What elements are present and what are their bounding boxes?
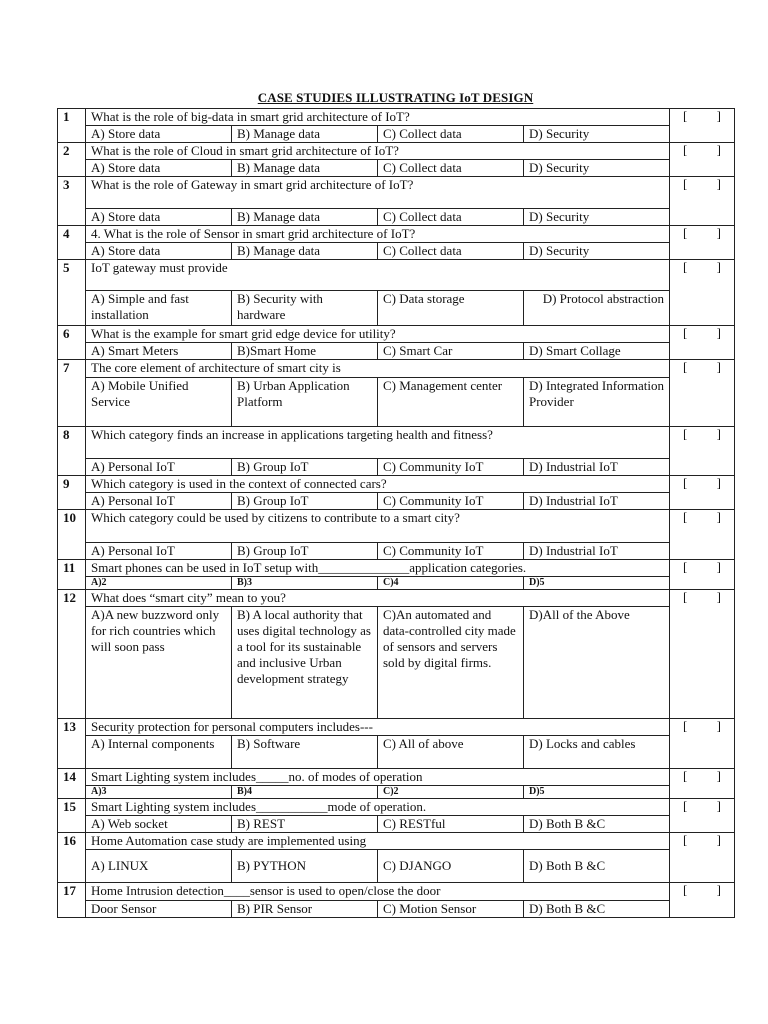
answer-bracket (675, 883, 729, 897)
question-text: What does “smart city” mean to you? (86, 590, 670, 607)
option-c[interactable]: C) Management center (378, 378, 524, 427)
option-a[interactable]: A)3 (86, 786, 232, 799)
quiz-table (57, 108, 735, 918)
bracket-open: [ (683, 176, 688, 191)
question-row (58, 260, 735, 291)
question-number: 17 (58, 883, 86, 918)
question-number: 14 (58, 769, 86, 799)
bracket-close: ] (716, 768, 721, 783)
question-row (58, 590, 735, 607)
bracket-open: [ (683, 589, 688, 604)
question-text: The core element of architecture of smart city is (86, 360, 670, 378)
answer-bracket (675, 590, 729, 604)
question-number: 1 (58, 109, 86, 143)
answer-box[interactable] (670, 510, 735, 560)
option-c[interactable]: C) Collect data (378, 160, 524, 177)
bracket-close: ] (716, 559, 721, 574)
answer-box[interactable] (670, 560, 735, 590)
option-c[interactable]: C)4 (378, 577, 524, 590)
question-row (58, 799, 735, 816)
answer-box[interactable] (670, 326, 735, 360)
question-text: What is the role of Gateway in smart grid architecture of IoT? (86, 177, 670, 209)
question-row (58, 226, 735, 243)
question-text: What is the example for smart grid edge device for utility? (86, 326, 670, 343)
bracket-close: ] (716, 589, 721, 604)
option-b[interactable]: B) Manage data (232, 160, 378, 177)
option-d[interactable]: D)5 (524, 786, 670, 799)
option-b[interactable]: B) Software (232, 736, 378, 769)
option-a[interactable]: A) Mobile Unified Service (86, 378, 232, 427)
option-b[interactable]: B)4 (232, 786, 378, 799)
question-number: 7 (58, 360, 86, 427)
option-d[interactable]: D) Industrial IoT (524, 493, 670, 510)
bracket-open: [ (683, 475, 688, 490)
option-b[interactable]: B) REST (232, 816, 378, 833)
answer-box[interactable] (670, 360, 735, 427)
question-text: What is the role of big-data in smart grid architecture of IoT? (86, 109, 670, 126)
answer-box[interactable] (670, 833, 735, 883)
answer-bracket (675, 326, 729, 340)
bracket-open: [ (683, 325, 688, 340)
question-text: 4. What is the role of Sensor in smart grid architecture of IoT? (86, 226, 670, 243)
options-row (58, 736, 735, 769)
answer-box[interactable] (670, 260, 735, 326)
options-row (58, 786, 735, 799)
answer-box[interactable] (670, 769, 735, 799)
options-row (58, 850, 735, 883)
options-row (58, 543, 735, 560)
options-row (58, 291, 735, 326)
option-d[interactable]: D)5 (524, 577, 670, 590)
question-number: 11 (58, 560, 86, 590)
options-row (58, 901, 735, 918)
option-c[interactable]: C) Collect data (378, 243, 524, 260)
answer-bracket (675, 260, 729, 274)
option-c[interactable]: C) Data storage (378, 291, 524, 326)
question-text: IoT gateway must provide (86, 260, 670, 291)
question-number: 8 (58, 427, 86, 476)
answer-bracket (675, 510, 729, 524)
bracket-close: ] (716, 259, 721, 274)
answer-bracket (675, 719, 729, 733)
option-d[interactable]: D) Smart Collage (524, 343, 670, 360)
option-a[interactable]: A) Smart Meters (86, 343, 232, 360)
question-row (58, 769, 735, 786)
options-row (58, 243, 735, 260)
bracket-close: ] (716, 475, 721, 490)
bracket-close: ] (716, 798, 721, 813)
option-c[interactable]: C) Smart Car (378, 343, 524, 360)
question-row (58, 476, 735, 493)
option-c[interactable]: C) DJANGO (378, 850, 524, 883)
option-b[interactable]: B) Group IoT (232, 459, 378, 476)
answer-box[interactable] (670, 226, 735, 260)
question-number: 15 (58, 799, 86, 833)
question-number: 4 (58, 226, 86, 260)
options-row (58, 343, 735, 360)
question-row (58, 177, 735, 209)
option-a[interactable]: A) Web socket (86, 816, 232, 833)
options-row (58, 126, 735, 143)
option-d[interactable]: D) Both B &C (524, 850, 670, 883)
question-number: 3 (58, 177, 86, 226)
question-row (58, 833, 735, 850)
question-text: Home Automation case study are implemented using (86, 833, 670, 850)
answer-box[interactable] (670, 799, 735, 833)
option-d[interactable]: D) Security (524, 126, 670, 143)
options-row (58, 577, 735, 590)
answer-box[interactable] (670, 719, 735, 769)
option-c[interactable]: C) Collect data (378, 126, 524, 143)
option-d[interactable]: D) Both B &C (524, 901, 670, 918)
option-b[interactable]: B) Manage data (232, 209, 378, 226)
option-a[interactable]: A) Internal components (86, 736, 232, 769)
answer-bracket (675, 560, 729, 574)
question-row (58, 560, 735, 577)
question-text: Smart Lighting system includes_____no. of modes of operation (86, 769, 670, 786)
question-number: 6 (58, 326, 86, 360)
question-text: Which category is used in the context of connected cars? (86, 476, 670, 493)
bracket-close: ] (716, 225, 721, 240)
answer-bracket (675, 769, 729, 783)
bracket-open: [ (683, 509, 688, 524)
option-c[interactable]: C) All of above (378, 736, 524, 769)
question-row (58, 719, 735, 736)
question-text: Home Intrusion detection____sensor is used to open/close the door (86, 883, 670, 901)
option-a[interactable]: A) Store data (86, 209, 232, 226)
bracket-open: [ (683, 882, 688, 897)
option-c[interactable]: C)2 (378, 786, 524, 799)
answer-bracket (675, 226, 729, 240)
option-c[interactable]: C) RESTful (378, 816, 524, 833)
option-a[interactable]: A)2 (86, 577, 232, 590)
answer-box[interactable] (670, 177, 735, 226)
option-d[interactable]: D) Industrial IoT (524, 459, 670, 476)
options-row (58, 209, 735, 226)
bracket-close: ] (716, 359, 721, 374)
option-b[interactable]: B)Smart Home (232, 343, 378, 360)
answer-box[interactable] (670, 143, 735, 177)
question-text: Which category could be used by citizens to contribute to a smart city? (86, 510, 670, 543)
bracket-close: ] (716, 325, 721, 340)
question-row (58, 326, 735, 343)
question-number: 13 (58, 719, 86, 769)
question-row (58, 143, 735, 160)
answer-bracket (675, 143, 729, 157)
question-number: 10 (58, 510, 86, 560)
option-b[interactable]: B) PYTHON (232, 850, 378, 883)
answer-box[interactable] (670, 883, 735, 918)
option-c[interactable]: C) Community IoT (378, 543, 524, 560)
answer-bracket (675, 799, 729, 813)
option-a[interactable]: A) Store data (86, 160, 232, 177)
option-b[interactable]: B) PIR Sensor (232, 901, 378, 918)
option-b[interactable]: B) Manage data (232, 126, 378, 143)
bracket-close: ] (716, 142, 721, 157)
options-row (58, 607, 735, 719)
bracket-close: ] (716, 509, 721, 524)
question-text: Security protection for personal computers includes--- (86, 719, 670, 736)
bracket-open: [ (683, 259, 688, 274)
question-row (58, 109, 735, 126)
answer-bracket (675, 360, 729, 374)
question-text: What is the role of Cloud in smart grid architecture of IoT? (86, 143, 670, 160)
question-number: 5 (58, 260, 86, 326)
bracket-open: [ (683, 559, 688, 574)
option-d[interactable]: D) Security (524, 243, 670, 260)
bracket-open: [ (683, 359, 688, 374)
bracket-close: ] (716, 832, 721, 847)
question-text: Smart Lighting system includes___________mode of operation. (86, 799, 670, 816)
answer-bracket (675, 177, 729, 191)
question-row (58, 883, 735, 901)
question-number: 2 (58, 143, 86, 177)
question-number: 16 (58, 833, 86, 883)
bracket-open: [ (683, 426, 688, 441)
question-row (58, 427, 735, 459)
option-a[interactable]: A) Personal IoT (86, 459, 232, 476)
option-a[interactable]: A) Personal IoT (86, 543, 232, 560)
option-d[interactable]: D) Industrial IoT (524, 543, 670, 560)
answer-bracket (675, 427, 729, 441)
option-b[interactable]: B) Urban Application Platform (232, 378, 378, 427)
option-d[interactable]: D) Security (524, 160, 670, 177)
option-a[interactable]: A)A new buzzword only for rich countries which will soon pass (86, 607, 232, 719)
option-a[interactable]: A) Simple and fast installation (86, 291, 232, 326)
options-row (58, 816, 735, 833)
option-b[interactable]: B) A local authority that uses digital technology as a tool for its sustainable and inclusive Urban development strategy (232, 607, 378, 719)
bracket-close: ] (716, 882, 721, 897)
question-text: Smart phones can be used in IoT setup with______________application categories. (86, 560, 670, 577)
option-b[interactable]: B)3 (232, 577, 378, 590)
answer-box[interactable] (670, 427, 735, 476)
option-a[interactable]: A) Personal IoT (86, 493, 232, 510)
option-c[interactable]: C)An automated and data-controlled city made of sensors and servers sold by digital firms. (378, 607, 524, 719)
bracket-open: [ (683, 108, 688, 123)
answer-bracket (675, 833, 729, 847)
option-b[interactable]: B) Group IoT (232, 543, 378, 560)
option-d[interactable]: D) Protocol abstraction (524, 291, 670, 326)
option-b[interactable]: B) Group IoT (232, 493, 378, 510)
bracket-open: [ (683, 718, 688, 733)
option-d[interactable]: D) Security (524, 209, 670, 226)
option-d[interactable]: D) Both B &C (524, 816, 670, 833)
bracket-close: ] (716, 176, 721, 191)
bracket-open: [ (683, 225, 688, 240)
answer-bracket (675, 476, 729, 490)
answer-bracket (675, 109, 729, 123)
option-d[interactable]: D)All of the Above (524, 607, 670, 719)
bracket-close: ] (716, 718, 721, 733)
option-c[interactable]: C) Motion Sensor (378, 901, 524, 918)
document-title: CASE STUDIES ILLUSTRATING IoT DESIGN (257, 90, 534, 105)
option-c[interactable]: C) Community IoT (378, 493, 524, 510)
bracket-open: [ (683, 832, 688, 847)
option-a[interactable]: A) Store data (86, 243, 232, 260)
option-d[interactable]: D) Locks and cables (524, 736, 670, 769)
option-d[interactable]: D) Integrated Information Provider (524, 378, 670, 427)
bracket-open: [ (683, 768, 688, 783)
question-text: Which category finds an increase in applications targeting health and fitness? (86, 427, 670, 459)
option-b[interactable]: B) Manage data (232, 243, 378, 260)
option-a[interactable]: A) LINUX (86, 850, 232, 883)
bracket-close: ] (716, 108, 721, 123)
bracket-open: [ (683, 798, 688, 813)
option-c[interactable]: C) Collect data (378, 209, 524, 226)
bracket-open: [ (683, 142, 688, 157)
options-row (58, 493, 735, 510)
answer-box[interactable] (670, 109, 735, 143)
options-row (58, 160, 735, 177)
question-row (58, 510, 735, 543)
bracket-close: ] (716, 426, 721, 441)
option-c[interactable]: C) Community IoT (378, 459, 524, 476)
option-b[interactable]: B) Security with hardware (232, 291, 378, 326)
option-a[interactable]: Door Sensor (86, 901, 232, 918)
options-row (58, 459, 735, 476)
question-number: 9 (58, 476, 86, 510)
question-number: 12 (58, 590, 86, 719)
option-a[interactable]: A) Store data (86, 126, 232, 143)
options-row (58, 378, 735, 427)
answer-box[interactable] (670, 590, 735, 719)
question-row (58, 360, 735, 378)
answer-box[interactable] (670, 476, 735, 510)
